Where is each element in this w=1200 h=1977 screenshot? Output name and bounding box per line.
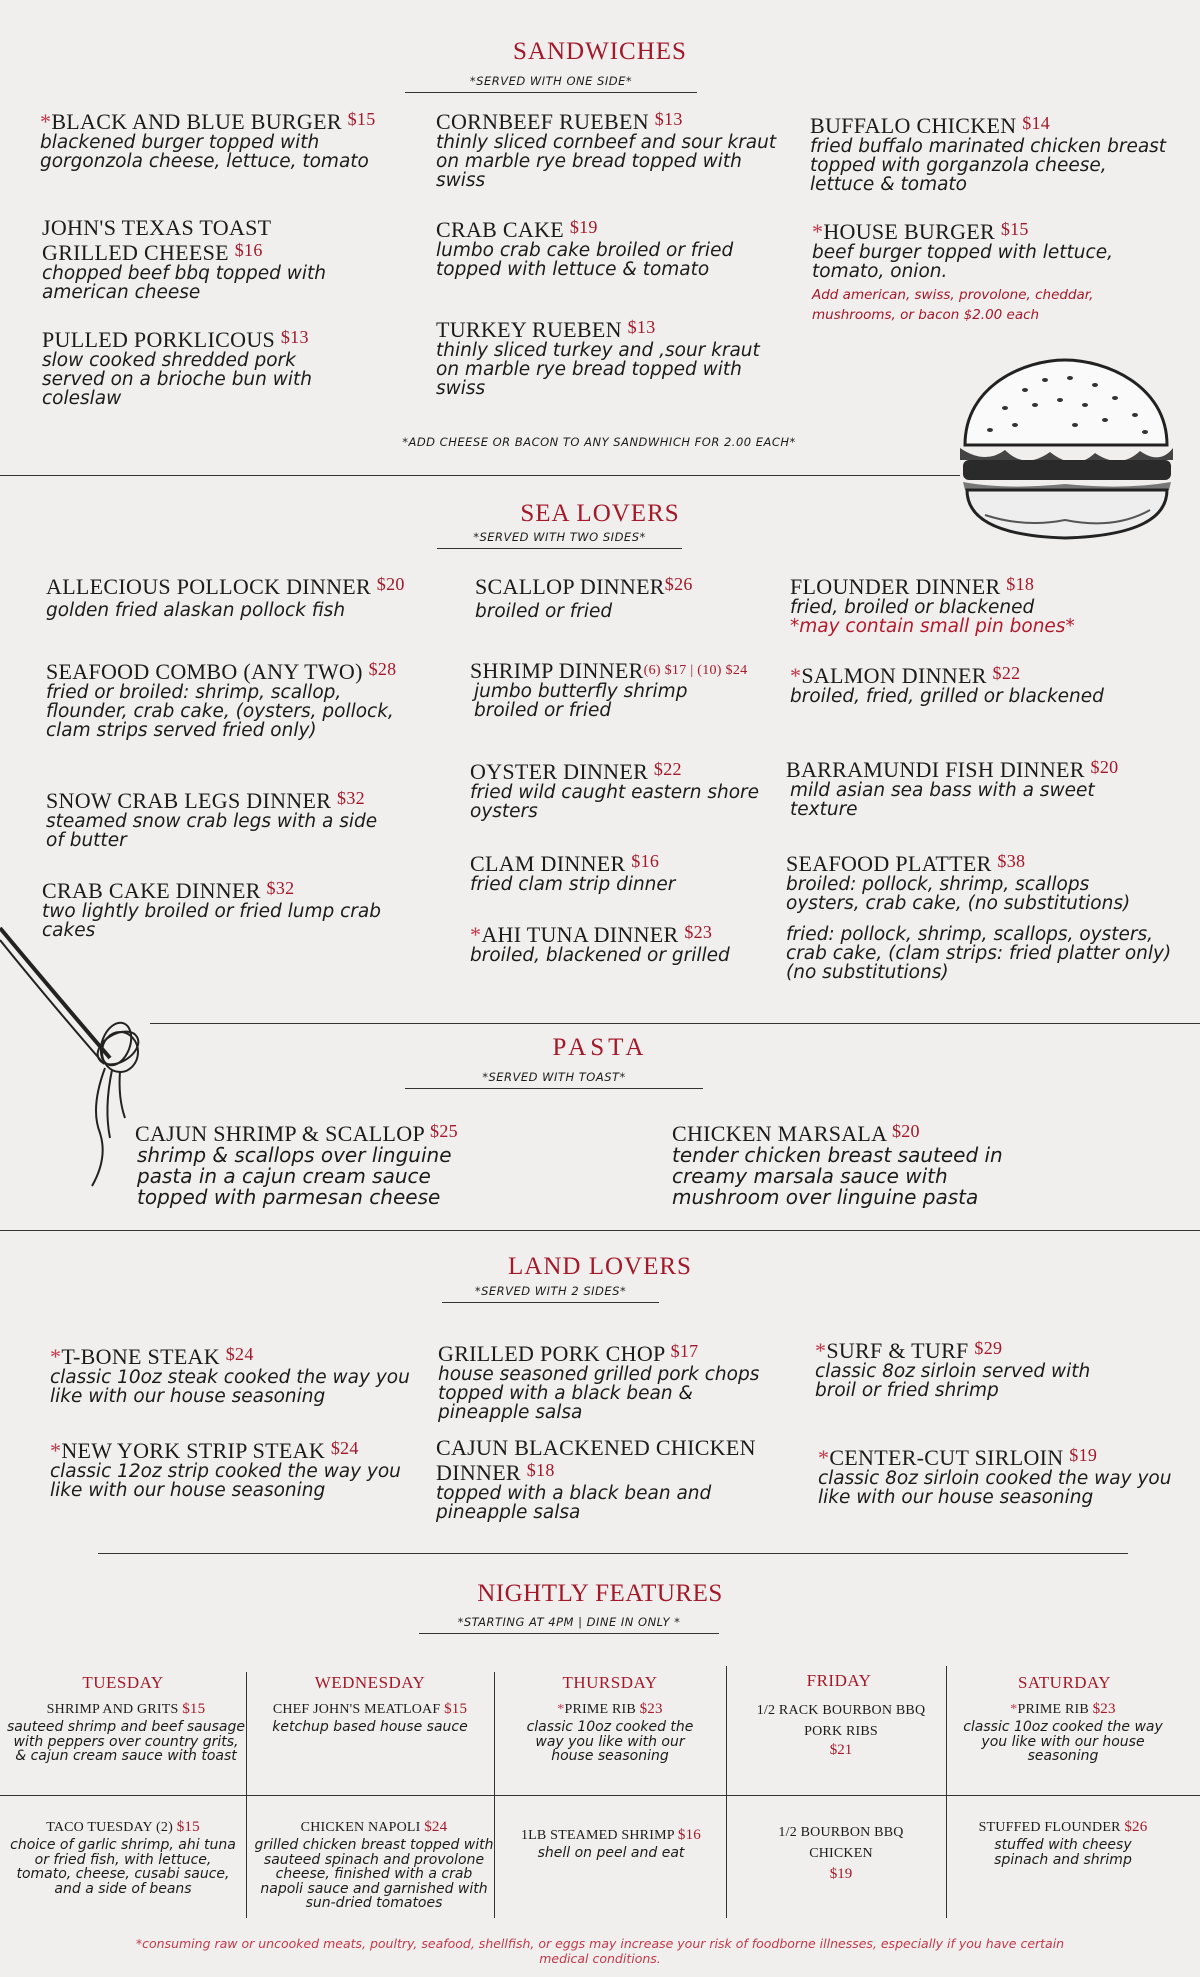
- grid-line: [946, 1666, 947, 1918]
- menu-item: CHICKEN MARSALA $20 tender chicken breast sauteed in creamy marsala sauce with mushroom over linguine pasta: [672, 1121, 1003, 1209]
- day-friday: FRIDAY: [806, 1671, 872, 1690]
- menu-item: *SALMON DINNER $22 broiled, fried, grilled or blackened: [790, 663, 1104, 707]
- menu-item: CRAB CAKE $19 lumbo crab cake broiled or fried topped with lettuce & tomato: [436, 217, 734, 280]
- menu-item: TURKEY RUEBEN $13 thinly sliced turkey and ,sour kraut on marble rye bread topped with swiss: [436, 317, 760, 399]
- section-divider: [98, 1553, 1128, 1554]
- day-thursday: THURSDAY: [562, 1673, 658, 1692]
- grid-line: [726, 1666, 727, 1918]
- menu-item: SNOW CRAB LEGS DINNER $32 steamed snow crab legs with a side of butter: [46, 788, 378, 851]
- feature-cell: *PRIME RIB $23 classic 10oz cooked the way you like with our house seasoning: [526, 1701, 694, 1764]
- menu-item: PULLED PORKLICOUS $13 slow cooked shredded pork served on a brioche bun with coleslaw: [42, 327, 313, 409]
- menu-item: *NEW YORK STRIP STEAK $24 classic 12oz strip cooked the way you like with our house seasoning: [50, 1438, 401, 1501]
- menu-item: CAJUN BLACKENED CHICKEN DINNER $18 topped with a black bean and pineapple salsa: [436, 1435, 756, 1523]
- feature-cell: 1/2 BOURBON BBQ CHICKEN $19: [778, 1825, 904, 1882]
- sea-title: SEA LOVERS: [520, 500, 680, 527]
- land-subtitle: *SERVED WITH 2 SIDES*: [442, 1284, 659, 1303]
- day-saturday: SATURDAY: [1017, 1673, 1112, 1692]
- menu-item: *BLACK AND BLUE BURGER $15 blackened burger topped with gorgonzola cheese, lettuce, tomato: [40, 109, 376, 172]
- feature-cell: CHEF JOHN'S MEATLOAF $15 ketchup based house sauce: [272, 1701, 468, 1735]
- menu-item: BARRAMUNDI FISH DINNER $20 mild asian sea bass with a sweet texture: [786, 757, 1119, 820]
- menu-item: *T-BONE STEAK $24 classic 10oz steak cooked the way you like with our house seasoning: [50, 1344, 410, 1407]
- day-wednesday: WEDNESDAY: [314, 1673, 426, 1692]
- feature-cell: 1/2 RACK BOURBON BBQ PORK RIBS $21: [756, 1703, 926, 1758]
- menu-item: *SURF & TURF $29 classic 8oz sirloin served with broil or fried shrimp: [815, 1338, 1091, 1401]
- menu-item: OYSTER DINNER $22 fried wild caught eastern shore oysters: [470, 759, 760, 822]
- menu-item: SCALLOP DINNER$26 broiled or fried: [475, 574, 693, 622]
- feature-cell: CHICKEN NAPOLI $24 grilled chicken breast topped with sauteed spinach and provolone cheese, finished with a crab napoli sauce and garnished with sun-dried tomatoes: [254, 1819, 494, 1911]
- sandwiches-subtitle: *SERVED WITH ONE SIDE*: [405, 74, 697, 93]
- menu-item: SHRIMP DINNER(6) $17 | (10) $24 jumbo butterfly shrimp broiled or fried: [470, 658, 748, 721]
- menu-item: CLAM DINNER $16 fried clam strip dinner: [470, 851, 676, 895]
- section-divider: [0, 475, 960, 476]
- sea-subtitle: *SERVED WITH TWO SIDES*: [437, 530, 682, 549]
- land-title: LAND LOVERS: [508, 1253, 692, 1280]
- feature-cell: 1LB STEAMED SHRIMP $16 shell on peel and eat: [520, 1827, 702, 1861]
- day-tuesday: TUESDAY: [82, 1673, 164, 1692]
- menu-item: *HOUSE BURGER $15 beef burger topped with lettuce, tomato, onion. Add american, swiss, provolone, cheddar, mushrooms, or bacon $2.00 each: [812, 219, 1113, 323]
- menu-item: CAJUN SHRIMP & SCALLOP $25 shrimp & scallops over linguine pasta in a cajun cream sauce topped with parmesan cheese: [135, 1121, 458, 1209]
- menu-item: *CENTER-CUT SIRLOIN $19 classic 8oz sirloin cooked the way you like with our house seasoning: [818, 1445, 1172, 1508]
- pasta-title: PASTA: [552, 1034, 648, 1061]
- menu-item: SEAFOOD PLATTER $38 broiled: pollock, shrimp, scallops oysters, crab cake, (no substitutions) fried: pollock, shrimp, scallops, oysters, crab cake, (clam strips: fried platter only) (no substitutions): [786, 851, 1172, 983]
- pasta-subtitle: *SERVED WITH TOAST*: [405, 1070, 703, 1089]
- feature-cell: *PRIME RIB $23 classic 10oz cooked the way you like with our house seasoning: [963, 1701, 1163, 1764]
- sandwiches-footnote: *ADD CHEESE OR BACON TO ANY SANDWHICH FOR 2.00 EACH*: [402, 435, 796, 449]
- sandwiches-title: SANDWICHES: [513, 38, 687, 65]
- feature-cell: SHRIMP AND GRITS $15 sauteed shrimp and beef sausage with peppers over country grits, & cajun cream sauce with toast: [7, 1701, 245, 1764]
- section-divider: [150, 1023, 1200, 1024]
- menu-item: SEAFOOD COMBO (ANY TWO) $28 fried or broiled: shrimp, scallop, flounder, crab cake, (oysters, pollock, clam strips served fried only): [46, 659, 397, 741]
- menu-item: JOHN'S TEXAS TOAST GRILLED CHEESE $16 chopped beef bbq topped with american cheese: [42, 215, 327, 303]
- feature-cell: TACO TUESDAY (2) $15 choice of garlic shrimp, ahi tuna or fried fish, with lettuce, tomato, cheese, cusabi sauce, and a side of beans: [10, 1819, 236, 1897]
- menu-item: *AHI TUNA DINNER $23 broiled, blackened or grilled: [470, 922, 730, 966]
- menu-item: ALLECIOUS POLLOCK DINNER $20 golden fried alaskan pollock fish: [46, 574, 405, 621]
- menu-item: FLOUNDER DINNER $18 fried, broiled or blackened *may contain small pin bones*: [790, 574, 1075, 637]
- nightly-subtitle: *STARTING AT 4PM | DINE IN ONLY *: [419, 1615, 719, 1634]
- menu-item: CORNBEEF RUEBEN $13 thinly sliced cornbeef and sour kraut on marble rye bread topped with swiss: [436, 109, 777, 191]
- section-divider: [0, 1230, 1200, 1231]
- feature-cell: STUFFED FLOUNDER $26 stuffed with cheesy spinach and shrimp: [978, 1819, 1148, 1868]
- foodborne-disclaimer: *consuming raw or uncooked meats, poultry, seafood, shellfish, or eggs may increase your risk of foodborne illnesses, especially if you have certain medical conditions.: [135, 1936, 1065, 1966]
- grid-row-divider: [0, 1795, 1200, 1796]
- menu-item: CRAB CAKE DINNER $32 two lightly broiled or fried lump crab cakes: [42, 878, 381, 941]
- menu-item: GRILLED PORK CHOP $17 house seasoned grilled pork chops topped with a black bean & pineapple salsa: [438, 1341, 760, 1423]
- menu-item: BUFFALO CHICKEN $14 fried buffalo marinated chicken breast topped with gorganzola cheese, lettuce & tomato: [810, 113, 1167, 195]
- nightly-title: NIGHTLY FEATURES: [477, 1580, 723, 1607]
